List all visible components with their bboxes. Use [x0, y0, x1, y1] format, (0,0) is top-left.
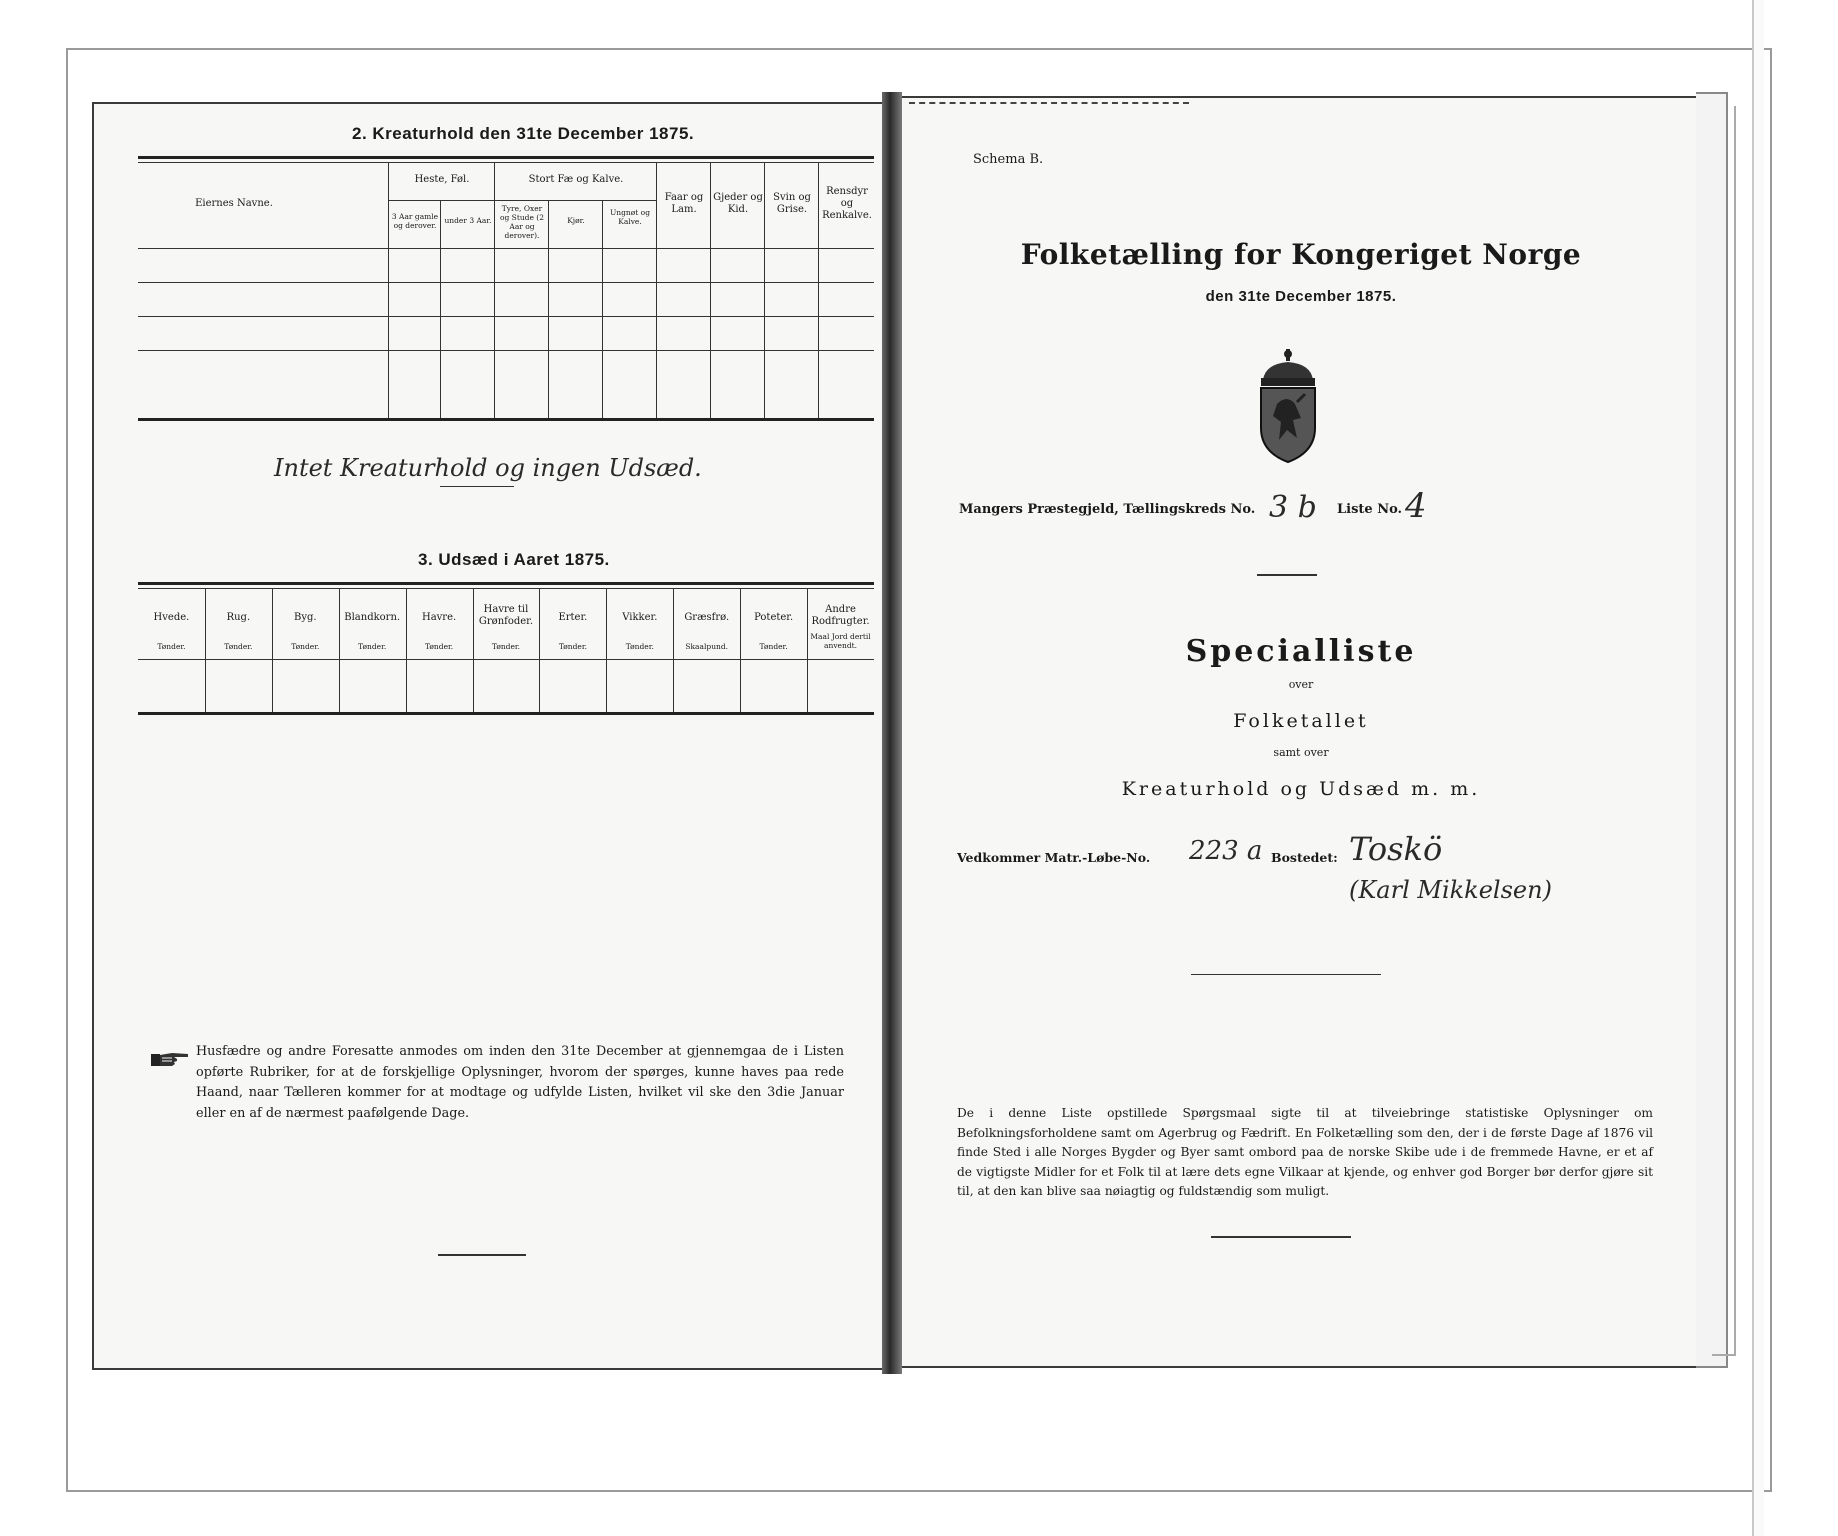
table2-col-header: Græsfrø. — [684, 612, 730, 623]
divider-rule — [1257, 574, 1317, 576]
reindeer-header: Rensdyr og Renkalve. — [822, 186, 872, 221]
horses-sub1: 3 Aar gamle og derover. — [391, 212, 439, 230]
left-page — [92, 102, 886, 1370]
table2-col-unit: Tønder. — [157, 642, 186, 651]
cattle-header: Stort Fæ og Kalve. — [528, 174, 624, 185]
page-stack-edge — [1712, 106, 1736, 1356]
table2-col-unit: Tønder. — [224, 642, 253, 651]
bostedet-value: Toskö — [1349, 830, 1443, 868]
top-edge-rule — [909, 102, 1189, 104]
section2-title: 2. Kreaturhold den 31te December 1875. — [352, 124, 695, 143]
cattle-sub1: Tyre, Oxer og Stude (2 Aar og derover). — [499, 204, 544, 240]
table2-col-header: Vikker. — [622, 612, 658, 623]
table1-col-rule — [818, 162, 819, 418]
right-page — [898, 96, 1698, 1368]
bottom-rule — [1211, 1236, 1351, 1238]
table2-top-rule2 — [138, 588, 874, 589]
district-prefix: Mangers Præstegjeld, Tællingskreds No. — [959, 502, 1256, 517]
table1-col-rule — [440, 200, 441, 418]
pigs-header: Svin og Grise. — [773, 192, 811, 215]
matr-label: Vedkommer Matr.-Løbe-No. — [957, 850, 1151, 865]
table2-col-unit: Tønder. — [558, 642, 587, 651]
schema-label: Schema B. — [973, 152, 1044, 167]
table1-col-rule — [548, 200, 549, 418]
signature-rule — [1191, 974, 1381, 975]
table2-col-unit: Tønder. — [291, 642, 320, 651]
table2-col-unit: Skaalpund. — [685, 642, 729, 651]
horses-sub2: under 3 Aar. — [444, 216, 492, 225]
folketallet-label: Folketallet — [1233, 710, 1369, 732]
table1-top-rule — [138, 156, 874, 159]
date-subtitle: den 31te December 1875. — [1205, 288, 1397, 305]
table2-col-header: Hvede. — [153, 612, 190, 623]
table2-col-header: Andre Rodfrugter. — [811, 604, 870, 627]
pointing-hand-icon — [150, 1048, 190, 1070]
district-line — [959, 502, 1255, 517]
samt-over-label: samt over — [1273, 746, 1329, 759]
over-label: over — [1288, 678, 1314, 691]
notice-text: Husfædre og andre Foresatte anmodes om inden den 31te December at gjennemgaa de i Listen opførte Rubriker, for at de forskjellige Oplysninger, hvorom der spørges, kunne haves paa rede Haand, naar Tælleren kommer for at modtage og udfylde Listen, hvilket vil ske den 3die Januar eller en af de nærmest paafølgende Dage. — [196, 1044, 844, 1121]
scan-edge — [1752, 0, 1764, 1536]
handwritten-note: Intet Kreaturhold og ingen Udsæd. — [274, 454, 702, 482]
table1-col-rule — [602, 200, 603, 418]
table1-bottom-rule — [138, 418, 874, 421]
info-paragraph: De i denne Liste opstillede Spørgsmaal sigte til at tilveiebringe statistiske Oplysninger om Befolkningsforholdene samt om Agerbrug og Fædrift. En Folketælling som den, der i de første Dage af 1876 vil finde Sted i alle Norges Bygder og Byer samt ombord paa de norske Skibe ude i de fremmede Havne, er et af de vigtigste Midler for et Folk til at lære dets egne Vilkaar at kjende, og enhver god Borger bør derfor gjøre sit til, at den kan blive saa nøiagtig og fuldstændig som muligt. — [957, 1106, 1653, 1198]
owner-header: Eiernes Navne. — [195, 198, 273, 209]
table2-col-unit: Tønder. — [358, 642, 387, 651]
person-name: (Karl Mikkelsen) — [1349, 876, 1552, 904]
table2-top-rule — [138, 582, 874, 585]
horses-header: Heste, Føl. — [414, 174, 470, 185]
section3-title: 3. Udsæd i Aaret 1875. — [418, 550, 610, 569]
bostedet-label: Bostedet: — [1271, 850, 1338, 865]
table2-col-unit: Tønder. — [425, 642, 454, 651]
table2-col-header: Erter. — [558, 612, 588, 623]
table2-col-header: Havre. — [421, 612, 457, 623]
goats-header: Gjeder og Kid. — [713, 192, 763, 215]
table2-col-unit: Tønder. — [759, 642, 788, 651]
table2-col-unit: Maal Jord dertil anvendt. — [810, 632, 871, 650]
table1-col-rule — [656, 162, 657, 418]
table2-col-unit: Tønder. — [625, 642, 654, 651]
coat-of-arms-icon — [1253, 346, 1323, 464]
table1-col-rule — [764, 162, 765, 418]
specialliste-title: Specialliste — [1185, 634, 1417, 669]
table2-col-header: Poteter. — [754, 612, 794, 623]
table1-subheader-rule — [388, 200, 656, 201]
table2-bottom-rule — [138, 712, 874, 715]
cattle-sub2: Kjør. — [567, 216, 585, 225]
table2-col-header: Havre til Grønfoder. — [478, 604, 534, 627]
cattle-sub3: Ungnøt og Kalve. — [609, 208, 650, 226]
list-label: Liste No. — [1337, 502, 1403, 517]
sheep-header: Faar og Lam. — [664, 192, 704, 215]
table2-col-header: Blandkorn. — [344, 612, 401, 623]
matr-number: 223 a — [1189, 836, 1263, 866]
note-underline — [440, 486, 514, 487]
main-title: Folketælling for Kongeriget Norge — [1020, 238, 1582, 271]
book-spine — [882, 92, 902, 1374]
bottom-rule — [438, 1254, 526, 1256]
district-number: 3 b — [1269, 490, 1317, 525]
list-number: 4 — [1405, 486, 1427, 526]
table2-col-header: Rug. — [226, 612, 251, 623]
table2-col-header: Byg. — [293, 612, 317, 623]
table1-col-rule — [710, 162, 711, 418]
kreaturhold-label: Kreaturhold og Udsæd m. m. — [1121, 778, 1481, 800]
table2-header-rule — [138, 659, 874, 660]
table2-col-unit: Tønder. — [491, 642, 521, 651]
